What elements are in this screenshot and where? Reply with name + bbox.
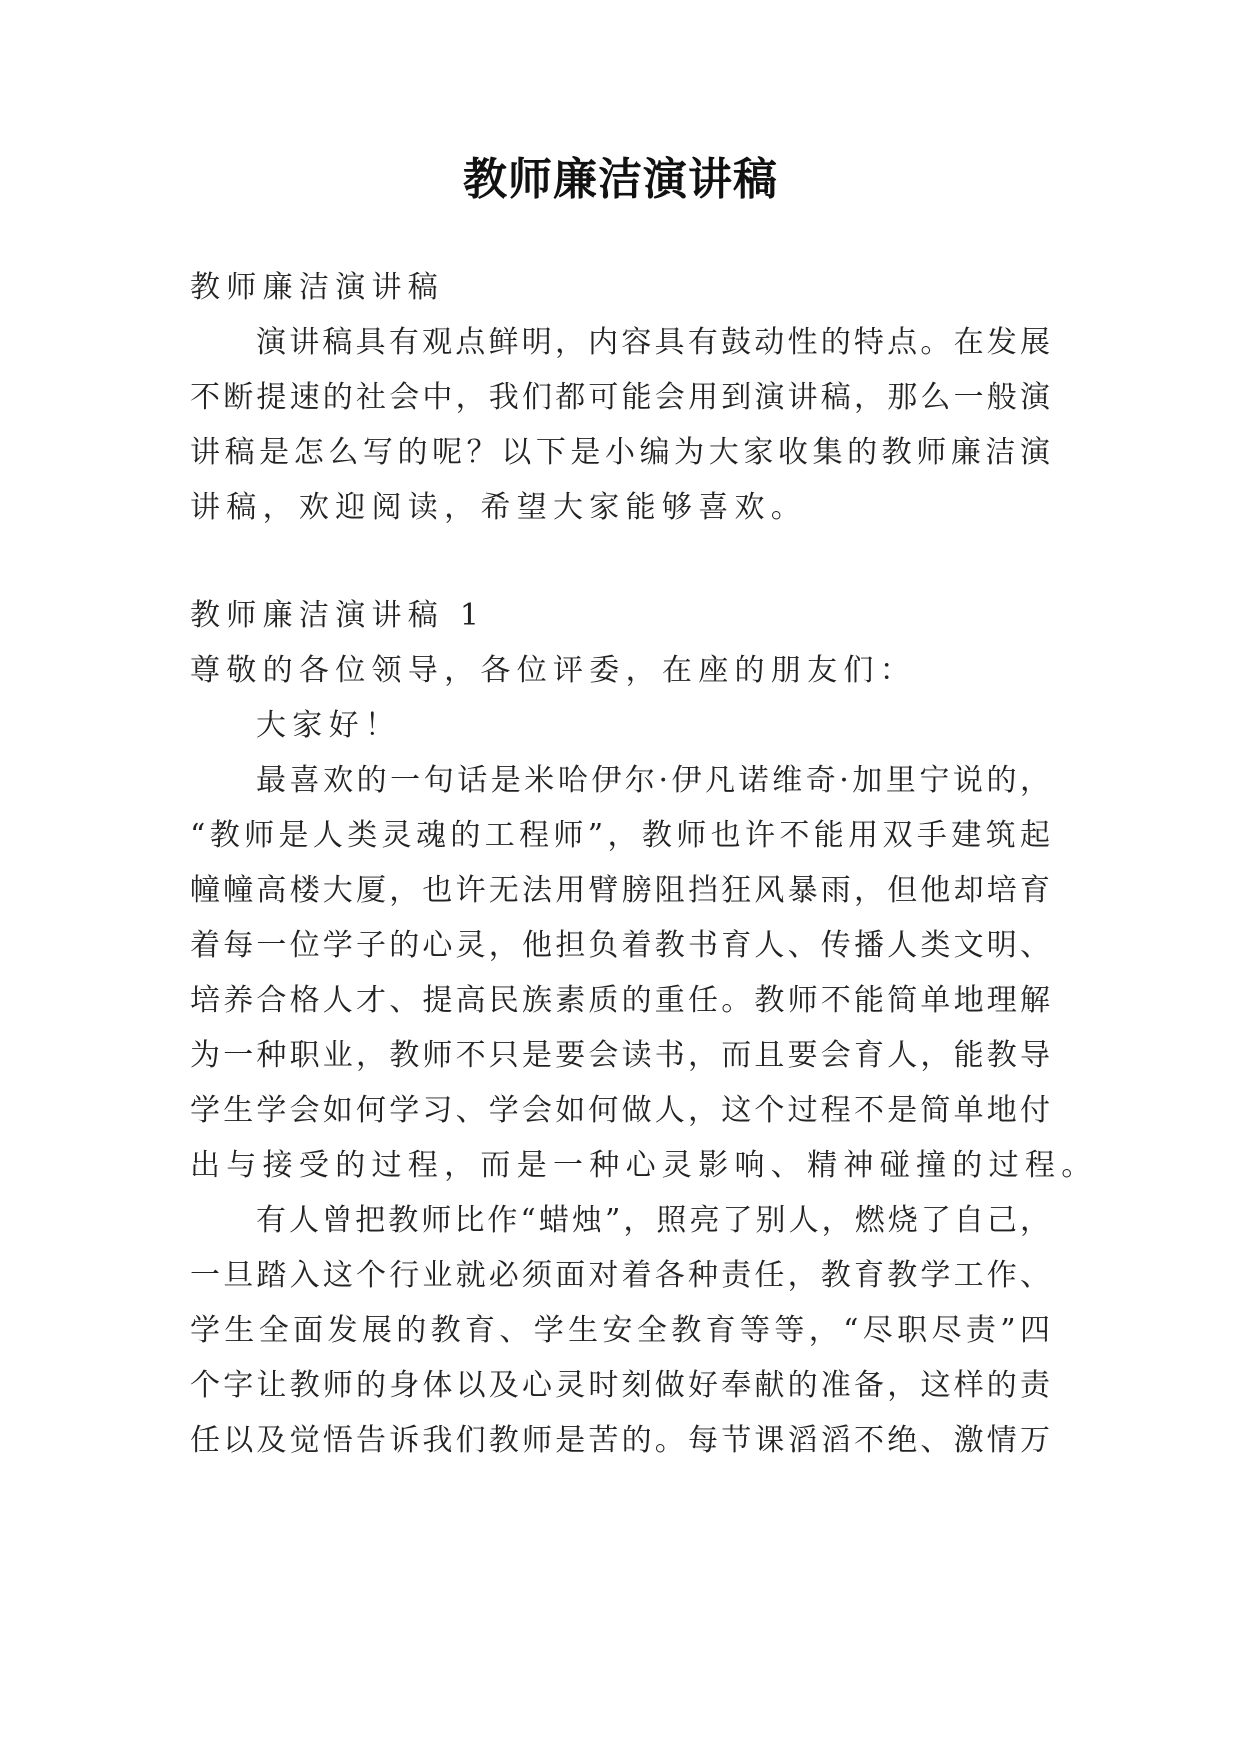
salutation: 尊敬的各位领导，各位评委，在座的朋友们： xyxy=(190,653,916,688)
body-line: 着每一位学子的心灵，他担负着教书育人、传播人类文明、 xyxy=(190,928,1050,963)
body-line: 最喜欢的一句话是米哈伊尔·伊凡诺维奇·加里宁说的， xyxy=(256,763,1050,798)
body-line: 有人曾把教师比作“蜡烛”，照亮了别人，燃烧了自己， xyxy=(256,1203,1050,1238)
body-line: 培养合格人才、提高民族素质的重任。教师不能简单地理解 xyxy=(190,983,1050,1018)
body-line: 幢幢高楼大厦，也许无法用臂膀阻挡狂风暴雨，但他却培育 xyxy=(190,873,1050,908)
speech-heading: 教师廉洁演讲稿 1 xyxy=(190,598,486,633)
intro-line: 讲稿，欢迎阅读，希望大家能够喜欢。 xyxy=(190,490,808,525)
section-heading: 教师廉洁演讲稿 xyxy=(190,270,445,305)
intro-line: 不断提速的社会中，我们都可能会用到演讲稿，那么一般演 xyxy=(190,380,1050,415)
document-title: 教师廉洁演讲稿 xyxy=(463,154,778,205)
body-line: 出与接受的过程，而是一种心灵影响、精神碰撞的过程。 xyxy=(190,1148,1098,1183)
body-line: “教师是人类灵魂的工程师”，教师也许不能用双手建筑起 xyxy=(190,818,1050,853)
greeting: 大家好！ xyxy=(256,708,402,743)
body-line: 个字让教师的身体以及心灵时刻做好奉献的准备，这样的责 xyxy=(190,1368,1050,1403)
body-line: 学生学会如何学习、学会如何做人，这个过程不是简单地付 xyxy=(190,1093,1050,1128)
body-line: 为一种职业，教师不只是要会读书，而且要会育人，能教导 xyxy=(190,1038,1050,1073)
body-line: 学生全面发展的教育、学生安全教育等等，“尽职尽责”四 xyxy=(190,1313,1050,1348)
body-line: 一旦踏入这个行业就必须面对着各种责任，教育教学工作、 xyxy=(190,1258,1050,1293)
intro-line: 讲稿是怎么写的呢？以下是小编为大家收集的教师廉洁演 xyxy=(190,435,1050,470)
body-line: 任以及觉悟告诉我们教师是苦的。每节课滔滔不绝、激情万 xyxy=(190,1423,1050,1458)
intro-line: 演讲稿具有观点鲜明，内容具有鼓动性的特点。在发展 xyxy=(256,325,1050,360)
